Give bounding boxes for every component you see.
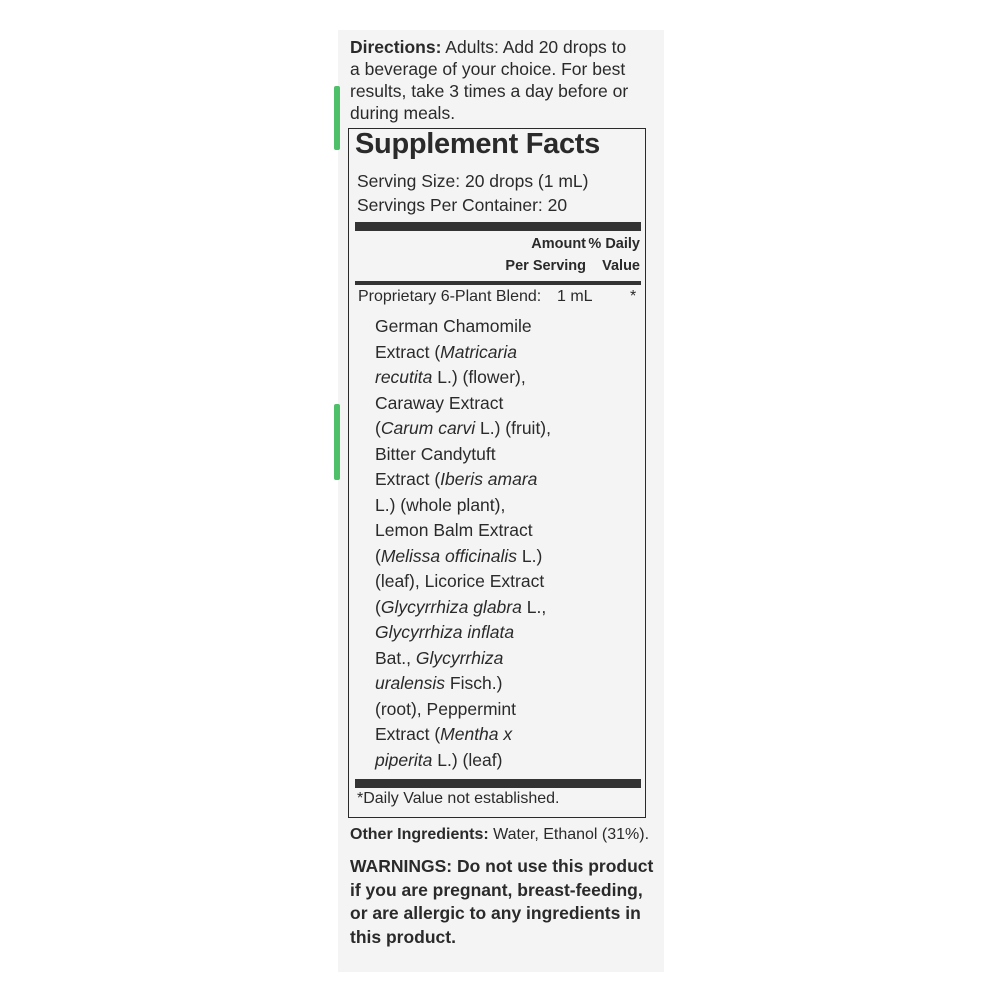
blend-amount: 1 mL bbox=[557, 288, 593, 305]
ingredient-line bbox=[375, 518, 545, 544]
ingredient-line bbox=[375, 697, 545, 723]
ingredient-latin-name: Melissa officinalis bbox=[380, 545, 517, 566]
ingredient-line bbox=[375, 595, 545, 621]
ingredient-line bbox=[375, 620, 545, 646]
ingredient-text: German Chamomile bbox=[375, 316, 532, 336]
directions-line: during meals. bbox=[350, 103, 456, 123]
ingredient-line bbox=[375, 467, 545, 493]
ingredient-text: Extract ( bbox=[375, 724, 441, 744]
other-ingredients-label: Other Ingredients: bbox=[350, 826, 489, 843]
other-ingredients bbox=[350, 826, 649, 844]
blend-daily-value: * bbox=[630, 288, 637, 305]
ingredient-latin-name: Mentha x bbox=[440, 724, 513, 744]
ingredient-text: Bat., bbox=[375, 647, 416, 668]
ingredient-line bbox=[375, 748, 545, 774]
other-ingredients-value: Water, Ethanol (31%). bbox=[488, 826, 650, 843]
package-green-edge-top bbox=[334, 86, 340, 150]
ingredient-line bbox=[375, 416, 551, 442]
daily-value-header-line: % Daily bbox=[588, 236, 640, 252]
warnings-text bbox=[350, 855, 660, 949]
ingredient-text: L.) bbox=[516, 545, 543, 566]
amount-header-line: Per Serving bbox=[505, 258, 586, 274]
ingredient-text: L.) (leaf) bbox=[432, 749, 503, 770]
ingredient-latin-name: Matricaria bbox=[440, 341, 517, 362]
warnings-line: this product. bbox=[350, 926, 456, 947]
amount-per-serving-header bbox=[500, 233, 586, 277]
ingredient-line bbox=[375, 493, 545, 519]
ingredient-text: Bitter Candytuft bbox=[375, 443, 496, 464]
warnings-line: if you are pregnant, breast-feeding, bbox=[350, 879, 643, 900]
warnings-line: WARNINGS: Do not use this product bbox=[350, 856, 654, 876]
ingredient-line bbox=[375, 569, 545, 595]
ingredient-line bbox=[375, 365, 545, 391]
ingredient-text: ( bbox=[375, 596, 381, 617]
daily-value-footnote: *Daily Value not established. bbox=[357, 790, 560, 807]
ingredient-list bbox=[375, 314, 551, 773]
ingredient-text: Fisch.) bbox=[445, 673, 503, 693]
directions-label: Directions: bbox=[350, 37, 442, 57]
daily-value-header-line: Value bbox=[602, 258, 640, 274]
ingredient-text: L.) (whole plant), bbox=[375, 494, 506, 515]
blend-label: Proprietary 6-Plant Blend: bbox=[358, 288, 542, 305]
serving-size: Serving Size: 20 drops (1 mL) bbox=[357, 171, 589, 191]
directions-text bbox=[350, 36, 650, 124]
directions-line: results, take 3 times a day before or bbox=[350, 81, 629, 101]
ingredient-latin-name: Glycyrrhiza glabra bbox=[380, 596, 522, 617]
ingredient-text: (root), Peppermint bbox=[375, 698, 517, 719]
ingredient-line bbox=[375, 544, 545, 570]
ingredient-latin-name: piperita bbox=[375, 749, 433, 770]
ingredient-line bbox=[375, 646, 545, 672]
warnings-line: or are allergic to any ingredients in bbox=[350, 903, 641, 923]
ingredient-latin-name: recutita bbox=[375, 367, 433, 387]
medium-rule bbox=[355, 281, 641, 285]
ingredient-line bbox=[375, 391, 545, 417]
ingredient-latin-name: Iberis amara bbox=[440, 469, 538, 489]
ingredient-text: Extract ( bbox=[375, 341, 441, 362]
ingredient-text: (leaf), Licorice Extract bbox=[375, 571, 545, 591]
thick-rule-top bbox=[355, 222, 641, 231]
ingredient-line bbox=[375, 314, 545, 340]
ingredient-text: Extract ( bbox=[375, 469, 441, 489]
ingredient-text: ( bbox=[375, 418, 381, 438]
ingredient-latin-name: Carum carvi bbox=[380, 418, 476, 438]
ingredient-line bbox=[375, 442, 545, 468]
ingredient-latin-name: Glycyrrhiza inflata bbox=[375, 622, 515, 642]
ingredient-text: ( bbox=[375, 545, 381, 566]
ingredient-text: L.) (flower), bbox=[432, 367, 526, 387]
ingredient-text: L.) (fruit), bbox=[475, 418, 551, 438]
ingredient-text: Lemon Balm Extract bbox=[375, 520, 533, 540]
ingredient-latin-name: Glycyrrhiza bbox=[415, 647, 504, 668]
thick-rule-bottom bbox=[355, 779, 641, 788]
supplement-facts-title: Supplement Facts bbox=[355, 128, 600, 160]
amount-header-line: Amount bbox=[531, 236, 586, 252]
ingredient-text: Caraway Extract bbox=[375, 392, 504, 413]
ingredient-line bbox=[375, 722, 545, 748]
ingredient-line bbox=[375, 671, 545, 697]
directions-line: a beverage of your choice. For best bbox=[350, 59, 626, 79]
daily-value-header bbox=[588, 233, 640, 277]
package-green-edge-middle bbox=[334, 404, 340, 480]
ingredient-line bbox=[375, 340, 545, 366]
directions-line: Adults: Add 20 drops to bbox=[441, 37, 627, 57]
ingredient-latin-name: uralensis bbox=[375, 673, 446, 693]
ingredient-text: L., bbox=[521, 596, 547, 617]
servings-per-container: Servings Per Container: 20 bbox=[357, 195, 568, 215]
